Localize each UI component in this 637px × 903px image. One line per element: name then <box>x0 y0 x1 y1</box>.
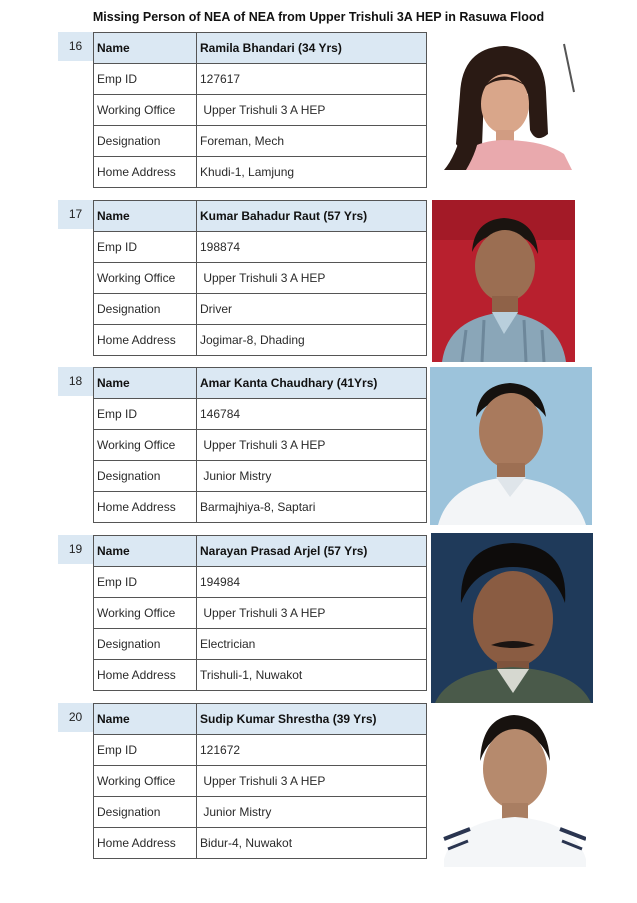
designation-value: Electrician <box>197 629 427 660</box>
person-record-18 <box>0 367 637 527</box>
office-value: Upper Trishuli 3 A HEP <box>197 430 427 461</box>
table-row <box>94 629 427 660</box>
address-label: Home Address <box>94 828 197 859</box>
person-name: Sudip Kumar Shrestha (39 Yrs) <box>197 704 427 735</box>
table-row <box>94 294 427 325</box>
person-info-table <box>93 32 427 188</box>
address-value: Khudi-1, Lamjung <box>197 157 427 188</box>
person-name: Kumar Bahadur Raut (57 Yrs) <box>197 201 427 232</box>
address-label: Home Address <box>94 325 197 356</box>
emp-id-label: Emp ID <box>94 232 197 263</box>
address-value: Trishuli-1, Nuwakot <box>197 660 427 691</box>
record-index: 18 <box>58 367 93 396</box>
document-title: Missing Person of NEA of NEA from Upper Trishuli 3A HEP in Rasuwa Flood <box>92 10 545 24</box>
office-value: Upper Trishuli 3 A HEP <box>197 766 427 797</box>
table-row <box>94 766 427 797</box>
designation-value: Foreman, Mech <box>197 126 427 157</box>
office-label: Working Office <box>94 766 197 797</box>
emp-id-value: 198874 <box>197 232 427 263</box>
table-row <box>94 828 427 859</box>
emp-id-label: Emp ID <box>94 399 197 430</box>
address-value: Barmajhiya-8, Saptari <box>197 492 427 523</box>
table-row <box>94 201 427 232</box>
person-info-table <box>93 535 427 691</box>
name-label: Name <box>94 704 197 735</box>
office-label: Working Office <box>94 95 197 126</box>
emp-id-value: 127617 <box>197 64 427 95</box>
person-photo <box>430 367 592 525</box>
name-label: Name <box>94 536 197 567</box>
person-record-16 <box>0 32 637 192</box>
office-value: Upper Trishuli 3 A HEP <box>197 263 427 294</box>
office-value: Upper Trishuli 3 A HEP <box>197 95 427 126</box>
person-photo <box>432 200 575 362</box>
table-row <box>94 325 427 356</box>
table-row <box>94 157 427 188</box>
emp-id-label: Emp ID <box>94 567 197 598</box>
table-row <box>94 263 427 294</box>
table-row <box>94 95 427 126</box>
table-row <box>94 704 427 735</box>
person-record-19 <box>0 535 637 695</box>
office-label: Working Office <box>94 598 197 629</box>
table-row <box>94 232 427 263</box>
office-label: Working Office <box>94 263 197 294</box>
emp-id-value: 194984 <box>197 567 427 598</box>
person-name: Amar Kanta Chaudhary (41Yrs) <box>197 368 427 399</box>
name-label: Name <box>94 33 197 64</box>
address-value: Bidur-4, Nuwakot <box>197 828 427 859</box>
table-row <box>94 735 427 766</box>
person-record-17 <box>0 200 637 360</box>
address-label: Home Address <box>94 157 197 188</box>
office-value: Upper Trishuli 3 A HEP <box>197 598 427 629</box>
person-info-table <box>93 200 427 356</box>
emp-id-value: 146784 <box>197 399 427 430</box>
record-index: 20 <box>58 703 93 732</box>
name-label: Name <box>94 201 197 232</box>
office-label: Working Office <box>94 430 197 461</box>
emp-id-label: Emp ID <box>94 64 197 95</box>
designation-value: Junior Mistry <box>197 461 427 492</box>
person-info-table <box>93 703 427 859</box>
address-label: Home Address <box>94 492 197 523</box>
designation-value: Driver <box>197 294 427 325</box>
table-row <box>94 797 427 828</box>
address-label: Home Address <box>94 660 197 691</box>
table-row <box>94 567 427 598</box>
designation-label: Designation <box>94 126 197 157</box>
table-row <box>94 492 427 523</box>
table-row <box>94 399 427 430</box>
record-index: 16 <box>58 32 93 61</box>
table-row <box>94 33 427 64</box>
person-photo <box>432 34 584 170</box>
emp-id-label: Emp ID <box>94 735 197 766</box>
record-index: 19 <box>58 535 93 564</box>
person-name: Ramila Bhandari (34 Yrs) <box>197 33 427 64</box>
emp-id-value: 121672 <box>197 735 427 766</box>
person-record-20 <box>0 703 637 863</box>
address-value: Jogimar-8, Dhading <box>197 325 427 356</box>
table-row <box>94 64 427 95</box>
person-name: Narayan Prasad Arjel (57 Yrs) <box>197 536 427 567</box>
table-row <box>94 430 427 461</box>
table-row <box>94 461 427 492</box>
designation-label: Designation <box>94 797 197 828</box>
table-row <box>94 368 427 399</box>
record-index: 17 <box>58 200 93 229</box>
table-row <box>94 536 427 567</box>
person-info-table <box>93 367 427 523</box>
name-label: Name <box>94 368 197 399</box>
designation-label: Designation <box>94 461 197 492</box>
person-photo <box>440 709 586 867</box>
person-photo <box>431 533 593 703</box>
table-row <box>94 660 427 691</box>
designation-label: Designation <box>94 629 197 660</box>
table-row <box>94 126 427 157</box>
table-row <box>94 598 427 629</box>
designation-label: Designation <box>94 294 197 325</box>
designation-value: Junior Mistry <box>197 797 427 828</box>
